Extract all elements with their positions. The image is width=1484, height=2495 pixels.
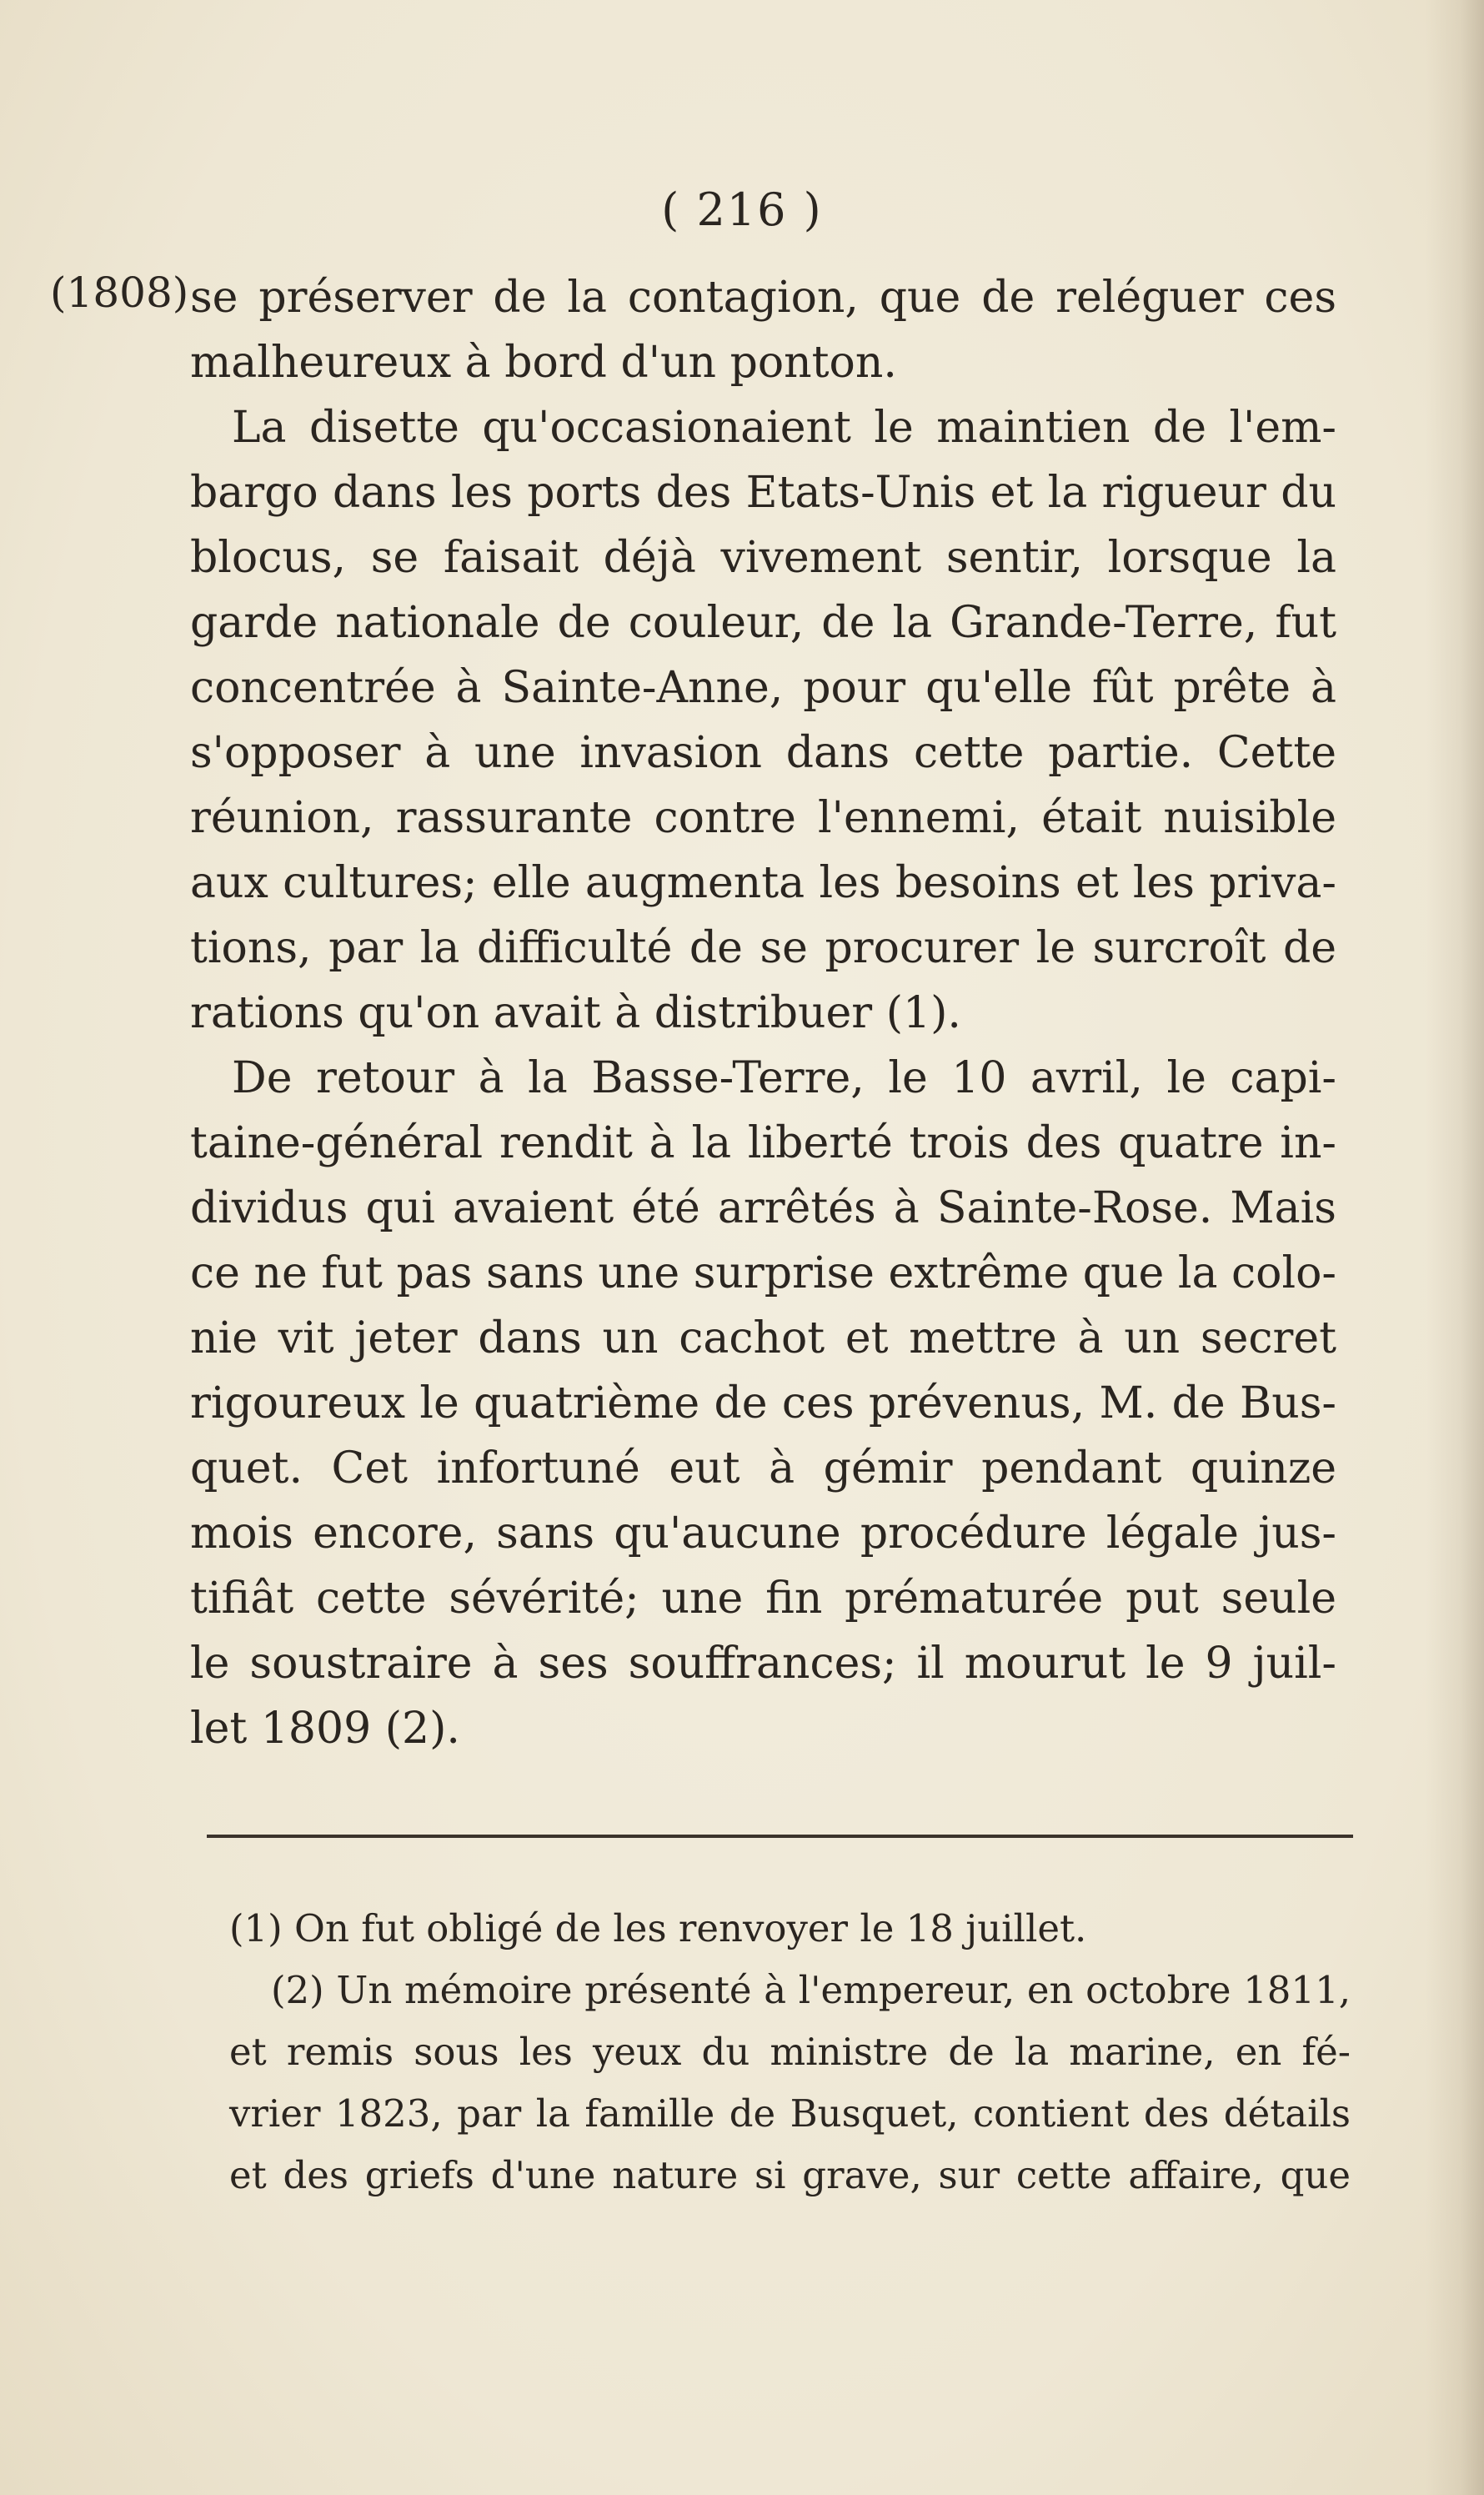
year-marginal-note: (1808) [50, 269, 189, 317]
text-line: concentrée à Sainte-Anne, pour qu'elle fût prête à [190, 663, 1336, 713]
text-line: ce ne fut pas sans une surprise extrême que la colo- [190, 1248, 1336, 1298]
footnotes [229, 1898, 1351, 2206]
text-line: aux cultures; elle augmenta les besoins et les priva- [190, 858, 1336, 908]
text-line: taine-général rendit à la liberté trois des quatre in- [190, 1118, 1336, 1168]
page-gutter-shadow [1426, 0, 1484, 2495]
footnote-line: (2) Un mémoire présenté à l'empereur, en octobre 1811, [271, 1968, 1351, 2012]
footnote-line: (1) On fut obligé de les renvoyer le 18 juillet. [229, 1906, 1087, 1950]
text-line: se préserver de la contagion, que de reléguer ces [190, 273, 1336, 323]
text-line: rations qu'on avait à distribuer (1). [190, 988, 961, 1038]
text-line: réunion, rassurante contre l'ennemi, était nuisible [190, 793, 1336, 843]
footnote-line: vrier 1823, par la famille de Busquet, contient des détails [229, 2091, 1351, 2136]
text-line: tions, par la difficulté de se procurer le surcroît de [190, 923, 1336, 973]
text-line: nie vit jeter dans un cachot et mettre à un secret [190, 1313, 1336, 1363]
text-line: La disette qu'occasionaient le maintien de l'em- [232, 403, 1336, 453]
text-line: tifiât cette sévérité; une fin prématurée put seule [190, 1574, 1336, 1624]
text-line: garde nationale de couleur, de la Grande-Terre, fut [190, 598, 1336, 648]
text-line: mois encore, sans qu'aucune procédure légale jus- [190, 1509, 1336, 1559]
text-line: s'opposer à une invasion dans cette partie. Cette [190, 728, 1336, 778]
text-line: blocus, se faisait déjà vivement sentir, lorsque la [190, 533, 1336, 583]
text-line: bargo dans les ports des Etats-Unis et la rigueur du [190, 468, 1336, 518]
text-line: rigoureux le quatrième de ces prévenus, M. de Bus- [190, 1378, 1336, 1428]
text-line: let 1809 (2). [190, 1704, 460, 1754]
text-line: quet. Cet infortuné eut à gémir pendant quinze [190, 1443, 1336, 1493]
main-text [190, 265, 1336, 1761]
footnote-line: et des griefs d'une nature si grave, sur cette affaire, que [229, 2153, 1351, 2197]
footnote-divider [207, 1835, 1353, 1838]
text-line: dividus qui avaient été arrêtés à Sainte-Rose. Mais [190, 1183, 1336, 1233]
text-line: De retour à la Basse-Terre, le 10 avril, le capi- [232, 1053, 1336, 1103]
footnote-line: et remis sous les yeux du ministre de la marine, en fé- [229, 2030, 1351, 2074]
text-line: le soustraire à ses souffrances; il mourut le 9 juil- [190, 1639, 1336, 1689]
text-line: malheureux à bord d'un ponton. [190, 338, 897, 388]
page-number: ( 216 ) [661, 183, 823, 236]
